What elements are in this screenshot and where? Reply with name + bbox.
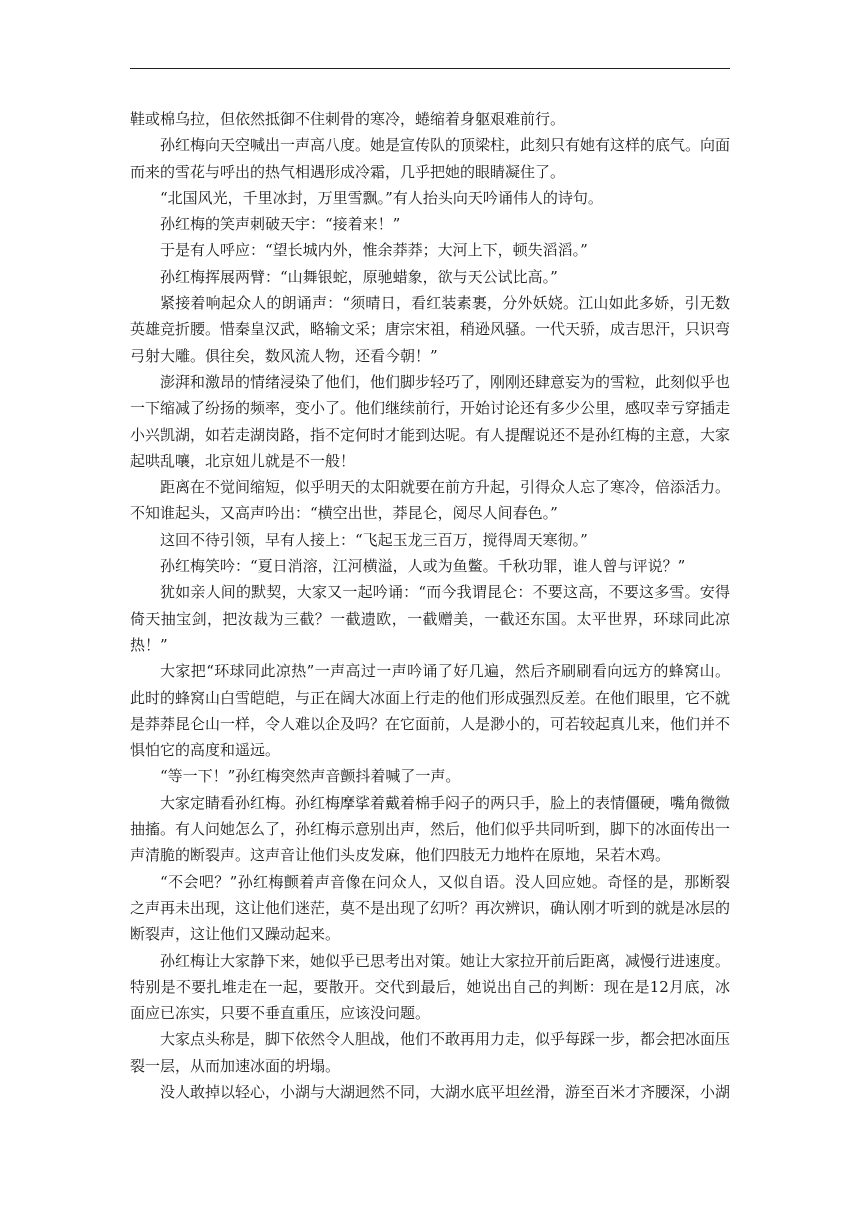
story-body <box>130 106 730 1105</box>
paragraph: 孙红梅让大家静下来，她似乎已思考出对策。她让大家拉开前后距离，减慢行进速度。特别是不要扎堆走在一起，要散开。交代到最后，她说出自己的判断：现在是12月底，冰面应已冻实，只要不垂直重压，应该没问题。 <box>130 951 731 1023</box>
paragraph: 孙红梅笑吟：“夏日消溶，江河横溢，人或为鱼鳖。千秋功罪，谁人曾与评说？” <box>160 557 686 576</box>
paragraph: 距离在不觉间缩短，似乎明天的太阳就要在前方升起，引得众人忘了寒冷，倍添活力。不知谁起头，又高声吟出：“横空出世，莽昆仑，阅尽人间春色。” <box>130 478 731 523</box>
paragraph: 这回不待引领，早有人接上：“飞起玉龙三百万，搅得周天寒彻。” <box>160 530 588 549</box>
paragraph: 紧接着响起众人的朗诵声：“须晴日，看红装素裹，分外妖娆。江山如此多娇，引无数英雄竞折腰。惜秦皇汉武，略输文采；唐宗宋祖，稍逊风骚。一代天骄，成吉思汗，只识弯弓射大雕。俱往矣，数风流人物，还看今朝！” <box>130 294 731 365</box>
paragraph: “北国风光，千里冰封，万里雪飘。”有人抬头向天吟诵伟人的诗句。 <box>160 188 603 207</box>
paragraph: 没人敢掉以轻心，小湖与大湖迥然不同，大湖水底平坦丝滑，游至百米才齐腰深，小湖 <box>160 1082 731 1101</box>
paragraph: 于是有人呼应：“望长城内外，惟余莽莽；大河上下，顿失滔滔。” <box>160 241 588 260</box>
paragraph: 大家把“环球同此凉热”一声高过一声吟诵了好几遍，然后齐刷刷看向远方的蜂窝山。此时的蜂窝山白雪皑皑，与正在阔大冰面上行走的他们形成强烈反差。在他们眼里，它不就是莽莽昆仑山一样，令人难以企及吗？在它面前，人是渺小的，可若较起真儿来，他们并不惧怕它的高度和遥远。 <box>130 662 731 760</box>
paragraph: 孙红梅挥展两臂：“山舞银蛇，原驰蜡象，欲与天公试比高。” <box>160 267 558 286</box>
paragraph: 鞋或棉乌拉，但依然抵御不住刺骨的寒冷，蜷缩着身躯艰难前行。 <box>130 110 566 128</box>
header-rule <box>130 68 730 69</box>
paragraph: 犹如亲人间的默契，大家又一起吟诵：“而今我谓昆仑：不要这高，不要这多雪。安得倚天抽宝剑，把汝裁为三截？一截遗欧，一截赠美，一截还东国。太平世界，环球同此凉热！” <box>130 583 730 654</box>
paragraph: 澎湃和激昂的情绪浸染了他们，他们脚步轻巧了，刚刚还肆意妄为的雪粒，此刻似乎也一下缩减了纷扬的频率，变小了。他们继续前行，开始讨论还有多少公里，感叹幸亏穿插走小兴凯湖，如若走湖岗路，指不定何时才能到达呢。有人提醒说还不是孙红梅的主意，大家起哄乱嚷，北京妞儿就是不一般！ <box>130 372 731 470</box>
paragraph: “不会吧？”孙红梅颤着声音像在问众人，又似自语。没人回应她。奇怪的是，那断裂之声再未出现，这让他们迷茫，莫不是出现了幻听？再次辨识，确认刚才听到的就是冰层的断裂声，这让他们又躁动起来。 <box>130 872 731 944</box>
paragraph: 孙红梅向天空喊出一声高八度。她是宣传队的顶梁柱，此刻只有她有这样的底气。向面而来的雪花与呼出的热气相遇形成冷霜，几乎把她的眼睛凝住了。 <box>130 136 731 181</box>
paragraph: 大家定睛看孙红梅。孙红梅摩挲着戴着棉手闷子的两只手，脸上的表情僵硬，嘴角微微抽搐。有人问她怎么了，孙红梅示意别出声，然后，他们似乎共同听到，脚下的冰面传出一声清脆的断裂声。这声音让他们头皮发麻，他们四肢无力地杵在原地，呆若木鸡。 <box>130 793 731 865</box>
paragraph: 孙红梅的笑声刺破天宇：“接着来！” <box>160 215 401 234</box>
paragraph: “等一下！”孙红梅突然声音颤抖着喊了一声。 <box>160 767 461 786</box>
paragraph: 大家点头称是，脚下依然令人胆战，他们不敢再用力走，似乎每踩一步，都会把冰面压裂一层，从而加速冰面的坍塌。 <box>130 1030 731 1075</box>
